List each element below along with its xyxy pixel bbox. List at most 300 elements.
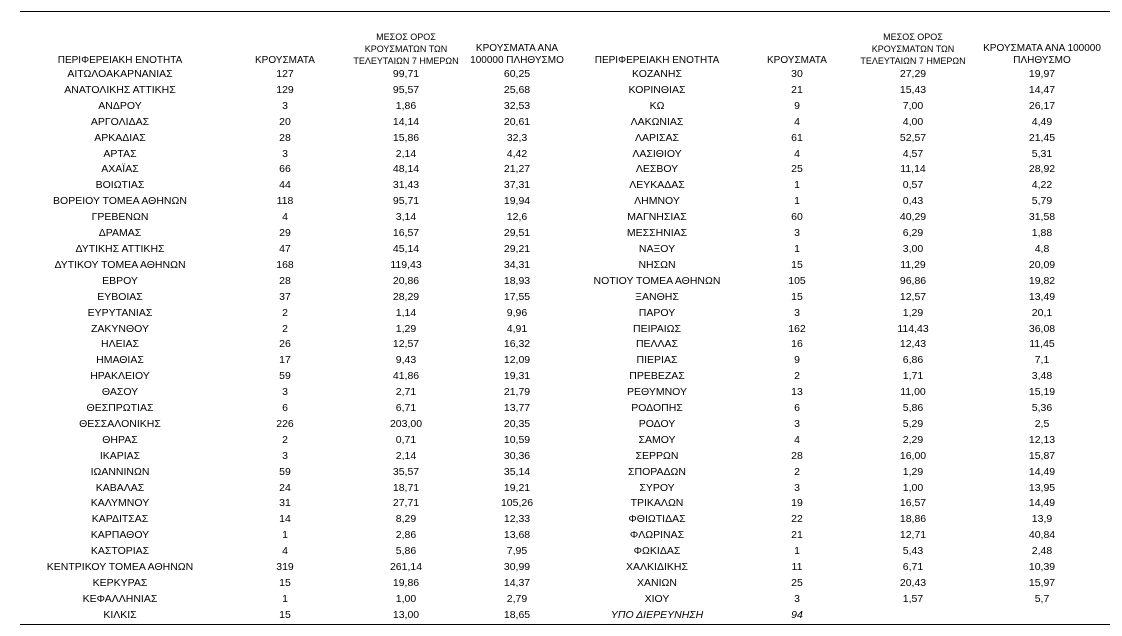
right-region-cell: ΛΑΡΙΣΑΣ <box>635 131 679 144</box>
left-per100k-cell: 13,68 <box>503 529 531 542</box>
left-per100k-cell: 21,79 <box>503 386 531 399</box>
cases-table <box>20 27 1110 624</box>
right-cases-cell: 13 <box>791 386 803 399</box>
right-per100k-cell: 15,87 <box>1028 449 1056 462</box>
left-per100k-cell: 16,32 <box>503 338 531 351</box>
right-cases-cell: 3 <box>794 227 800 240</box>
left-cases-cell: 118 <box>276 195 294 208</box>
left-avg-cell: 2,86 <box>395 529 417 542</box>
right-cases-cell: 3 <box>794 592 800 605</box>
left-cases-cell: 3 <box>282 99 288 112</box>
left-avg-cell: 14,14 <box>392 115 420 128</box>
left-region-cell: ΑΝΑΤΟΛΙΚΗΣ ΑΤΤΙΚΗΣ <box>64 83 176 96</box>
left-avg-cell: 28,29 <box>392 290 420 303</box>
right-avg-cell: 12,57 <box>899 290 927 303</box>
left-cases-cell: 319 <box>276 561 294 574</box>
left-cases-cell: 2 <box>282 306 288 319</box>
right-per100k-cell: 5,36 <box>1031 402 1053 415</box>
left-cases-cell: 3 <box>282 386 288 399</box>
left-per100k-cell: 2,79 <box>506 592 528 605</box>
right-avg-cell: 11,14 <box>900 163 926 176</box>
left-avg-cell: 45,14 <box>392 242 420 255</box>
header-per100k-left: ΚΡΟΥΣΜΑΤΑ ΑΝΑ 100000 ΠΛΗΘΥΣΜΟ <box>470 43 564 66</box>
table-row <box>20 258 1110 274</box>
left-cases-cell: 59 <box>279 465 291 478</box>
table-row <box>20 576 1110 592</box>
right-per100k-cell: 14,49 <box>1028 465 1056 478</box>
right-cases-cell: 94 <box>791 608 803 621</box>
right-region-cell: ΠΙΕΡΙΑΣ <box>636 354 678 367</box>
left-cases-cell: 3 <box>282 147 288 160</box>
right-avg-cell: 1,57 <box>902 592 924 605</box>
left-avg-cell: 1,14 <box>395 306 417 319</box>
left-avg-cell: 12,57 <box>392 338 420 351</box>
right-cases-cell: 15 <box>791 258 803 271</box>
table-row <box>20 433 1110 449</box>
right-region-cell: ΣΠΟΡΑΔΩΝ <box>628 465 686 478</box>
left-per100k-cell: 7,95 <box>506 545 528 558</box>
left-avg-cell: 41,86 <box>392 370 420 383</box>
left-cases-cell: 127 <box>276 68 294 80</box>
right-avg-cell: 12,71 <box>899 529 927 542</box>
left-cases-cell: 17 <box>279 354 291 367</box>
right-region-cell: ΠΑΡΟΥ <box>638 306 676 319</box>
left-region-cell: ΑΧΑΪΑΣ <box>101 163 139 176</box>
left-region-cell: ΓΡΕΒΕΝΩΝ <box>91 211 149 224</box>
left-region-cell: ΚΕΡΚΥΡΑΣ <box>92 577 148 589</box>
right-per100k-cell: 28,92 <box>1028 163 1056 176</box>
right-region-cell: ΦΛΩΡΙΝΑΣ <box>629 529 685 542</box>
left-region-cell: ΕΥΡΥΤΑΝΙΑΣ <box>87 306 153 319</box>
left-per100k-cell: 105,26 <box>500 497 534 510</box>
left-per100k-cell: 19,21 <box>503 481 531 494</box>
right-per100k-cell: 10,39 <box>1028 561 1056 574</box>
right-cases-cell: 1 <box>794 179 800 192</box>
top-rule <box>20 11 1110 12</box>
left-avg-cell: 31,43 <box>392 179 420 192</box>
left-avg-cell: 1,29 <box>395 322 417 335</box>
table-row <box>20 560 1110 576</box>
left-cases-cell: 37 <box>279 290 291 303</box>
bottom-rule <box>20 624 1110 625</box>
header-region-right: ΠΕΡΙΦΕΡΕΙΑΚΗ ΕΝΟΤΗΤΑ <box>594 55 720 66</box>
table-row <box>20 194 1110 210</box>
left-region-cell: ΚΑΡΔΙΤΣΑΣ <box>91 513 149 526</box>
left-region-cell: ΘΑΣΟΥ <box>101 386 139 399</box>
table-row <box>20 337 1110 353</box>
right-per100k-cell: 11,45 <box>1029 338 1055 351</box>
right-per100k-cell: 19,97 <box>1028 68 1056 80</box>
left-avg-cell: 1,86 <box>395 99 417 112</box>
left-avg-cell: 203,00 <box>389 417 423 430</box>
right-avg-cell: 18,86 <box>899 513 927 526</box>
right-region-cell: ΛΗΜΝΟΥ <box>634 195 680 208</box>
left-region-cell: ΕΒΡΟΥ <box>102 274 138 287</box>
right-per100k-cell: 3,48 <box>1031 370 1053 383</box>
left-per100k-cell: 17,55 <box>503 290 531 303</box>
right-avg-cell: 52,57 <box>899 131 927 144</box>
left-region-cell: ΚΙΛΚΙΣ <box>103 608 137 621</box>
left-avg-cell: 3,14 <box>395 211 417 224</box>
left-avg-cell: 48,14 <box>392 163 420 176</box>
left-cases-cell: 26 <box>279 338 291 351</box>
table-row <box>20 544 1110 560</box>
left-cases-cell: 47 <box>279 242 291 255</box>
table-header <box>20 27 1110 67</box>
left-cases-cell: 3 <box>282 449 288 462</box>
right-cases-cell: 4 <box>794 115 800 128</box>
right-per100k-cell: 5,7 <box>1034 592 1050 605</box>
right-per100k-cell: 4,22 <box>1031 179 1053 192</box>
right-avg-cell: 2,29 <box>902 433 924 446</box>
left-cases-cell: 4 <box>282 211 288 224</box>
left-avg-cell: 27,71 <box>392 497 420 510</box>
right-per100k-cell: 13,49 <box>1028 290 1056 303</box>
right-avg-cell: 4,57 <box>902 147 924 160</box>
right-region-cell: ΡΕΘΥΜΝΟΥ <box>626 386 687 399</box>
right-region-cell: ΦΘΙΩΤΙΔΑΣ <box>628 513 686 526</box>
left-per100k-cell: 10,59 <box>503 433 531 446</box>
table-row <box>20 417 1110 433</box>
right-region-cell: ΤΡΙΚΑΛΩΝ <box>630 497 684 510</box>
right-per100k-cell: 5,79 <box>1031 195 1053 208</box>
left-avg-cell: 20,86 <box>392 274 420 287</box>
header-cases-left: ΚΡΟΥΣΜΑΤΑ <box>255 55 315 66</box>
left-per100k-cell: 18,93 <box>503 274 531 287</box>
right-region-cell: ΠΡΕΒΕΖΑΣ <box>629 370 685 383</box>
left-cases-cell: 14 <box>279 513 291 526</box>
right-per100k-cell: 19,82 <box>1028 274 1056 287</box>
right-cases-cell: 60 <box>791 211 803 224</box>
right-avg-cell: 20,43 <box>899 577 927 589</box>
right-region-cell: ΠΕΙΡΑΙΩΣ <box>633 322 681 335</box>
left-cases-cell: 2 <box>282 322 288 335</box>
left-cases-cell: 2 <box>282 433 288 446</box>
right-cases-cell: 11 <box>791 561 803 574</box>
left-per100k-cell: 12,6 <box>506 211 528 224</box>
right-per100k-cell: 26,17 <box>1028 99 1056 112</box>
right-avg-cell: 16,00 <box>899 449 927 462</box>
right-avg-cell: 1,71 <box>902 370 924 383</box>
right-cases-cell: 25 <box>791 163 803 176</box>
left-cases-cell: 1 <box>282 592 288 605</box>
left-region-cell: ΑΡΤΑΣ <box>103 147 137 160</box>
right-region-cell: ΧΙΟΥ <box>644 592 670 605</box>
right-per100k-cell: 40,84 <box>1028 529 1056 542</box>
left-cases-cell: 59 <box>279 370 291 383</box>
left-per100k-cell: 25,68 <box>503 83 531 96</box>
right-cases-cell: 6 <box>794 402 800 415</box>
right-region-cell: ΚΟΡΙΝΘΙΑΣ <box>628 83 686 96</box>
right-avg-cell: 96,86 <box>899 274 927 287</box>
left-avg-cell: 5,86 <box>395 545 417 558</box>
left-avg-cell: 16,57 <box>392 227 420 240</box>
table-row <box>20 115 1110 131</box>
right-per100k-cell: 7,1 <box>1034 354 1050 367</box>
table-row <box>20 512 1110 528</box>
left-cases-cell: 20 <box>279 115 291 128</box>
left-region-cell: ΕΥΒΟΙΑΣ <box>97 290 143 303</box>
right-avg-cell: 0,57 <box>902 179 924 192</box>
right-avg-cell: 5,43 <box>902 545 924 558</box>
right-region-cell: ΝΑΞΟΥ <box>638 242 676 255</box>
right-per100k-cell: 4,8 <box>1034 242 1050 255</box>
left-per100k-cell: 19,31 <box>503 370 531 383</box>
left-cases-cell: 168 <box>276 258 294 271</box>
right-region-cell: ΣΕΡΡΩΝ <box>635 449 679 462</box>
right-per100k-cell: 20,09 <box>1028 258 1056 271</box>
table-row <box>20 496 1110 512</box>
left-avg-cell: 2,14 <box>395 147 417 160</box>
left-cases-cell: 15 <box>279 577 291 589</box>
right-per100k-cell: 13,9 <box>1031 513 1053 526</box>
header-region-left: ΠΕΡΙΦΕΡΕΙΑΚΗ ΕΝΟΤΗΤΑ <box>57 55 183 66</box>
left-per100k-cell: 30,36 <box>503 449 531 462</box>
table-row <box>20 592 1110 608</box>
left-avg-cell: 2,14 <box>395 449 417 462</box>
table-row <box>20 528 1110 544</box>
right-region-cell: ΜΕΣΣΗΝΙΑΣ <box>626 227 688 240</box>
left-cases-cell: 1 <box>282 529 288 542</box>
left-per100k-cell: 4,91 <box>506 322 528 335</box>
right-cases-cell: 3 <box>794 306 800 319</box>
left-region-cell: ΘΕΣΠΡΩΤΙΑΣ <box>86 402 154 415</box>
left-region-cell: ΔΥΤΙΚΗΣ ΑΤΤΙΚΗΣ <box>75 242 165 255</box>
left-per100k-cell: 32,3 <box>506 131 528 144</box>
right-cases-cell: 25 <box>791 577 803 589</box>
right-region-cell: ΦΩΚΙΔΑΣ <box>633 545 681 558</box>
right-cases-cell: 22 <box>791 513 803 526</box>
right-avg-cell: 15,43 <box>899 83 927 96</box>
left-region-cell: ΚΕΝΤΡΙΚΟΥ ΤΟΜΕΑ ΑΘΗΝΩΝ <box>46 561 194 574</box>
right-per100k-cell <box>974 608 1110 624</box>
left-per100k-cell: 30,99 <box>503 561 531 574</box>
left-region-cell: ΑΡΓΟΛΙΔΑΣ <box>90 115 150 128</box>
right-region-cell: ΠΕΛΛΑΣ <box>635 338 679 351</box>
right-region-cell: ΣΥΡΟΥ <box>639 481 675 494</box>
right-cases-cell: 3 <box>794 481 800 494</box>
right-per100k-cell: 15,97 <box>1028 577 1056 589</box>
right-cases-cell: 21 <box>791 83 803 96</box>
left-per100k-cell: 32,53 <box>503 99 531 112</box>
right-cases-cell: 9 <box>794 99 800 112</box>
table-row <box>20 147 1110 163</box>
right-cases-cell: 105 <box>788 274 806 287</box>
right-per100k-cell: 2,5 <box>1034 417 1050 430</box>
right-cases-cell: 2 <box>794 370 800 383</box>
left-per100k-cell: 18,65 <box>503 608 531 621</box>
right-region-cell: ΝΟΤΙΟΥ ΤΟΜΕΑ ΑΘΗΝΩΝ <box>593 274 721 287</box>
right-region-cell: ΚΩ <box>649 99 665 112</box>
left-region-cell: ΚΑΒΑΛΑΣ <box>95 481 145 494</box>
left-per100k-cell: 20,35 <box>503 417 531 430</box>
table-row <box>20 99 1110 115</box>
right-avg-cell <box>852 608 974 624</box>
left-avg-cell: 18,71 <box>392 481 420 494</box>
header-per100k-right: ΚΡΟΥΣΜΑΤΑ ΑΝΑ 100000 ΠΛΗΘΥΣΜΟ <box>983 43 1101 66</box>
right-avg-cell: 40,29 <box>899 211 927 224</box>
left-per100k-cell: 19,94 <box>503 195 531 208</box>
right-per100k-cell: 14,47 <box>1028 83 1056 96</box>
table-row <box>20 226 1110 242</box>
right-cases-cell: 28 <box>791 449 803 462</box>
left-region-cell: ΚΑΣΤΟΡΙΑΣ <box>90 545 150 558</box>
left-avg-cell: 8,29 <box>395 513 417 526</box>
left-avg-cell: 15,86 <box>392 131 420 144</box>
right-per100k-cell: 12,13 <box>1028 433 1056 446</box>
table-row <box>20 306 1110 322</box>
left-per100k-cell: 13,77 <box>503 402 531 415</box>
table-row <box>20 131 1110 147</box>
right-cases-cell: 1 <box>794 242 800 255</box>
right-cases-cell: 15 <box>791 290 803 303</box>
left-avg-cell: 261,14 <box>389 561 423 574</box>
header-row <box>20 27 1110 67</box>
right-per100k-cell: 2,48 <box>1031 545 1053 558</box>
right-cases-cell: 4 <box>794 147 800 160</box>
right-cases-cell: 162 <box>788 322 806 335</box>
right-avg-cell: 3,00 <box>902 242 924 255</box>
left-avg-cell: 95,57 <box>392 83 420 96</box>
left-region-cell: ΑΙΤΩΛΟΑΚΑΡΝΑΝΙΑΣ <box>67 68 173 80</box>
left-cases-cell: 29 <box>279 227 291 240</box>
table-row <box>20 290 1110 306</box>
left-region-cell: ΙΚΑΡΙΑΣ <box>99 449 141 462</box>
table-row <box>20 481 1110 497</box>
left-per100k-cell: 34,31 <box>503 258 531 271</box>
right-per100k-cell: 36,08 <box>1028 322 1056 335</box>
table-body <box>20 67 1110 624</box>
right-per100k-cell: 14,49 <box>1028 497 1056 510</box>
right-per100k-cell: 5,31 <box>1031 147 1053 160</box>
header-cases-right: ΚΡΟΥΣΜΑΤΑ <box>767 55 827 66</box>
left-cases-cell: 15 <box>279 608 291 621</box>
left-avg-cell: 19,86 <box>392 577 420 589</box>
right-region-cell: ΚΟΖΑΝΗΣ <box>632 68 682 80</box>
left-cases-cell: 24 <box>279 481 291 494</box>
left-region-cell: ΑΝΔΡΟΥ <box>98 99 142 112</box>
right-cases-cell: 21 <box>791 529 803 542</box>
right-region-cell: ΡΟΔΟΥ <box>638 417 676 430</box>
right-avg-cell: 6,86 <box>902 354 924 367</box>
left-region-cell: ΚΑΡΠΑΘΟΥ <box>90 529 150 542</box>
left-per100k-cell: 14,37 <box>503 577 531 589</box>
table-row <box>20 465 1110 481</box>
left-per100k-cell: 37,31 <box>503 179 531 192</box>
right-cases-cell: 16 <box>791 338 803 351</box>
table-row <box>20 210 1110 226</box>
right-avg-cell: 5,29 <box>902 417 924 430</box>
table-row <box>20 353 1110 369</box>
right-avg-cell: 4,00 <box>902 115 924 128</box>
left-avg-cell: 0,71 <box>395 433 417 446</box>
left-per100k-cell: 20,61 <box>503 115 531 128</box>
left-region-cell: ΒΟΡΕΙΟΥ ΤΟΜΕΑ ΑΘΗΝΩΝ <box>53 195 187 208</box>
right-region-cell: ΧΑΛΚΙΔΙΚΗΣ <box>626 561 688 574</box>
table-row <box>20 369 1110 385</box>
right-region-cell: ΣΑΜΟΥ <box>638 433 676 446</box>
right-per100k-cell: 20,1 <box>1031 306 1053 319</box>
left-region-cell: ΗΛΕΙΑΣ <box>100 338 139 351</box>
table-row <box>20 162 1110 178</box>
right-avg-cell: 6,29 <box>902 227 924 240</box>
right-avg-cell: 1,29 <box>902 306 924 319</box>
right-region-cell: ΛΑΚΩΝΙΑΣ <box>630 115 684 128</box>
right-region-cell: ΛΕΥΚΑΔΑΣ <box>629 179 685 192</box>
right-region-cell: ΛΕΣΒΟΥ <box>635 163 679 176</box>
right-cases-cell: 30 <box>791 68 803 80</box>
right-avg-cell: 16,57 <box>899 497 927 510</box>
right-avg-cell: 0,43 <box>902 195 924 208</box>
header-avg-left: ΜΕΣΟΣ ΟΡΟΣ ΚΡΟΥΣΜΑΤΩΝ ΤΩΝ ΤΕΛΕΥΤΑΙΩΝ 7 ΗΜΕΡΩΝ <box>353 32 459 66</box>
right-avg-cell: 6,71 <box>902 561 924 574</box>
table-row <box>20 242 1110 258</box>
left-region-cell: ΒΟΙΩΤΙΑΣ <box>95 179 145 192</box>
right-avg-cell: 12,43 <box>899 338 927 351</box>
right-cases-cell: 2 <box>794 465 800 478</box>
left-avg-cell: 13,00 <box>392 608 420 621</box>
header-avg-right: ΜΕΣΟΣ ΟΡΟΣ ΚΡΟΥΣΜΑΤΩΝ ΤΩΝ ΤΕΛΕΥΤΑΙΩΝ 7 ΗΜΕΡΩΝ <box>860 32 966 66</box>
left-cases-cell: 4 <box>282 545 288 558</box>
left-avg-cell: 1,00 <box>395 592 417 605</box>
left-per100k-cell: 12,09 <box>503 354 531 367</box>
right-avg-cell: 27,29 <box>899 68 927 80</box>
right-region-cell: ΧΑΝΙΩΝ <box>637 577 677 589</box>
right-avg-cell: 5,86 <box>902 402 924 415</box>
right-avg-cell: 7,00 <box>902 99 924 112</box>
right-per100k-cell: 31,58 <box>1028 211 1056 224</box>
table-row <box>20 608 1110 624</box>
right-cases-cell: 19 <box>791 497 803 510</box>
right-cases-cell: 61 <box>791 131 803 144</box>
left-avg-cell: 99,71 <box>392 68 420 80</box>
left-region-cell: ΘΕΣΣΑΛΟΝΙΚΗΣ <box>79 417 161 430</box>
table-row <box>20 83 1110 99</box>
left-per100k-cell: 29,21 <box>503 242 531 255</box>
left-cases-cell: 6 <box>282 402 288 415</box>
right-region-cell: ΥΠΟ ΔΙΕΡΕΥΝΗΣΗ <box>610 608 704 621</box>
table-row <box>20 178 1110 194</box>
table-row <box>20 401 1110 417</box>
left-cases-cell: 28 <box>279 131 291 144</box>
right-region-cell: ΞΑΝΘΗΣ <box>635 290 679 303</box>
left-avg-cell: 95,71 <box>392 195 420 208</box>
left-region-cell: ΔΥΤΙΚΟΥ ΤΟΜΕΑ ΑΘΗΝΩΝ <box>54 258 186 271</box>
left-avg-cell: 2,71 <box>395 386 417 399</box>
left-cases-cell: 44 <box>279 179 291 192</box>
right-avg-cell: 114,43 <box>897 322 929 335</box>
left-per100k-cell: 9,96 <box>506 306 528 319</box>
left-per100k-cell: 21,27 <box>503 163 531 176</box>
table-row <box>20 449 1110 465</box>
left-region-cell: ΖΑΚΥΝΘΟΥ <box>90 322 149 335</box>
left-region-cell: ΔΡΑΜΑΣ <box>98 227 142 240</box>
left-per100k-cell: 29,51 <box>503 227 531 240</box>
left-cases-cell: 66 <box>279 163 291 176</box>
table-row <box>20 322 1110 338</box>
right-cases-cell: 1 <box>794 195 800 208</box>
right-cases-cell: 3 <box>794 417 800 430</box>
right-avg-cell: 1,00 <box>902 481 924 494</box>
right-region-cell: ΝΗΣΩΝ <box>638 258 676 271</box>
right-cases-cell: 4 <box>794 433 800 446</box>
right-region-cell: ΜΑΓΝΗΣΙΑΣ <box>627 211 687 224</box>
left-region-cell: ΗΡΑΚΛΕΙΟΥ <box>90 370 150 383</box>
right-per100k-cell: 13,95 <box>1028 481 1056 494</box>
right-region-cell: ΡΟΔΟΠΗΣ <box>631 402 683 415</box>
table-row <box>20 274 1110 290</box>
left-region-cell: ΚΕΦΑΛΛΗΝΙΑΣ <box>82 592 158 605</box>
